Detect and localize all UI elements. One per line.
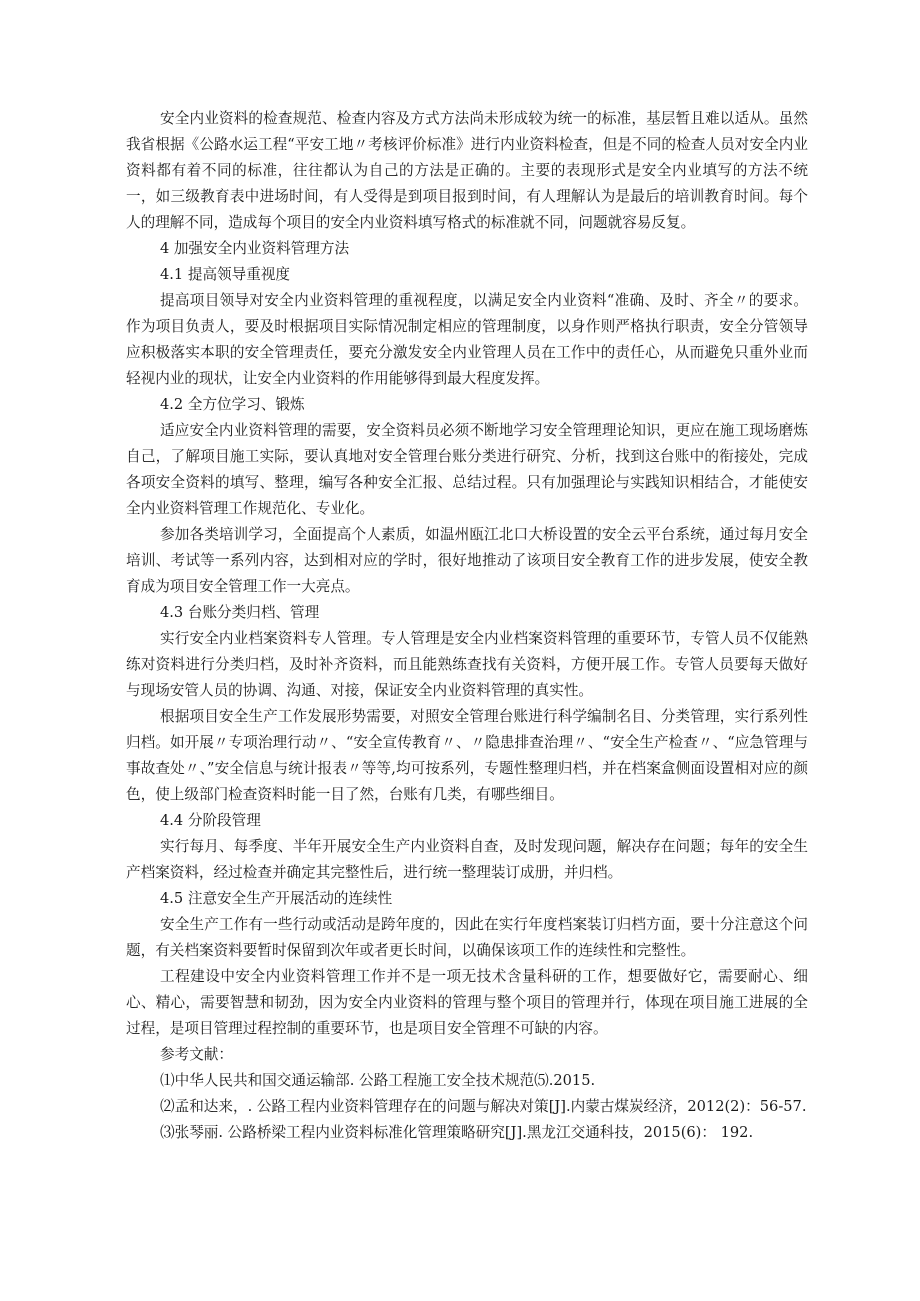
paragraph-4-2-a: 适应安全内业资料管理的需要，安全资料员必须不断地学习安全管理理论知识，更应在施工现场磨炼自己，了解项目施工实际，要认真地对安全管理台账分类进行研究、分析，找到这台账中的衔接处，完成各项安全资料的填写、整理，编写各种安全汇报、总结过程。只有加强理论与实践知识相结合，才能使安全内业资料管理工作规范化、专业化。 xyxy=(126,422,808,517)
paragraph-4-5: 安全生产工作有一些行动或活动是跨年度的，因此在实行年度档案装订归档方面，要十分注意这个问题，有关档案资料要暂时保留到次年或者更长时间，以确保该项工作的连续性和完整性。 xyxy=(126,916,808,959)
document-body xyxy=(126,106,808,1146)
paragraph-4-2-b: 参加各类培训学习，全面提高个人素质，如温州瓯江北口大桥设置的安全云平台系统，通过每月安全培训、考试等一系列内容，达到相对应的学时，很好地推动了该项目安全教育工作的进步发展，使安全教育成为项目安全管理工作一大亮点。 xyxy=(126,526,808,595)
reference-item-2: ⑵孟和达来，. 公路工程内业资料管理存在的问题与解决对策[J].内蒙古煤炭经济，2012(2)：56-57. xyxy=(160,1098,807,1115)
section-heading-4-3: 4.3 台账分类归档、管理 xyxy=(160,604,320,621)
section-heading-4-5: 4.5 注意安全生产开展活动的连续性 xyxy=(160,890,393,907)
reference-item-3: ⑶张琴丽. 公路桥梁工程内业资料标准化管理策略研究[J].黑龙江交通科技，2015(6)： 192. xyxy=(160,1124,754,1141)
reference-item-1: ⑴中华人民共和国交通运输部. 公路工程施工安全技术规范⑸.2015. xyxy=(160,1072,596,1089)
paragraph-intro: 安全内业资料的检查规范、检查内容及方式方法尚未形成较为统一的标准，基层暂且难以适从。虽然我省根据《公路水运工程“平安工地〃考核评价标准》进行内业资料检查，但是不同的检查人员对安全内业资料都有着不同的标准，往往都认为自己的方法是正确的。主要的表现形式是安全内业填写的方法不统一，如三级教育表中进场时间，有人受得是到项目报到时间，有人理解认为是最后的培训教育时间。每个人的理解不同，造成每个项目的安全内业资料填写格式的标准就不同，问题就容易反复。 xyxy=(126,110,808,231)
paragraph-4-1: 提高项目领导对安全内业资料管理的重视程度，以满足安全内业资料“准确、及时、齐全〃的要求。作为项目负责人，要及时根据项目实际情况制定相应的管理制度，以身作则严格执行职责，安全分管领导应积极落实本职的安全管理责任，要充分激发安全内业管理人员在工作中的责任心，从而避免只重外业而轻视内业的现状，让安全内业资料的作用能够得到最大程度发挥。 xyxy=(126,292,808,387)
section-heading-4-2: 4.2 全方位学习、锻炼 xyxy=(160,396,305,413)
paragraph-4-3-a: 实行安全内业档案资料专人管理。专人管理是安全内业档案资料管理的重要环节，专管人员不仅能熟练对资料进行分类归档，及时补齐资料，而且能熟练查找有关资料，方便开展工作。专管人员要每天做好与现场安管人员的协调、沟通、对接，保证安全内业资料管理的真实性。 xyxy=(126,630,808,699)
references-title: 参考文献： xyxy=(160,1046,233,1063)
paragraph-4-4: 实行每月、每季度、半年开展安全生产内业资料自查，及时发现问题，解决存在问题；每年的安全生产档案资料，经过检查并确定其完整性后，进行统一整理装订成册，并归档。 xyxy=(126,838,808,881)
section-heading-4-1: 4.1 提高领导重视度 xyxy=(160,266,291,283)
section-heading-4: 4 加强安全内业资料管理方法 xyxy=(160,240,350,257)
section-heading-4-4: 4.4 分阶段管理 xyxy=(160,812,261,829)
paragraph-conclusion: 工程建设中安全内业资料管理工作并不是一项无技术含量科研的工作，想要做好它，需要耐心、细心、精心，需要智慧和韧劲，因为安全内业资料的管理与整个项目的管理并行，体现在项目施工进展的全过程，是项目管理过程控制的重要环节，也是项目安全管理不可缺的内容。 xyxy=(126,968,808,1037)
paragraph-4-3-b: 根据项目安全生产工作发展形势需要，对照安全管理台账进行科学编制名目、分类管理，实行系列性归档。如开展〃专项治理行动〃、“安全宣传教育〃、〃隐患排查治理〃、“安全生产检查〃、“应急管理与事故查处〃、”安全信息与统计报表〃等等,均可按系列，专题性整理归档，并在档案盒侧面设置相对应的颜色，使上级部门检查资料时能一目了然，台账有几类，有哪些细目。 xyxy=(126,708,808,803)
